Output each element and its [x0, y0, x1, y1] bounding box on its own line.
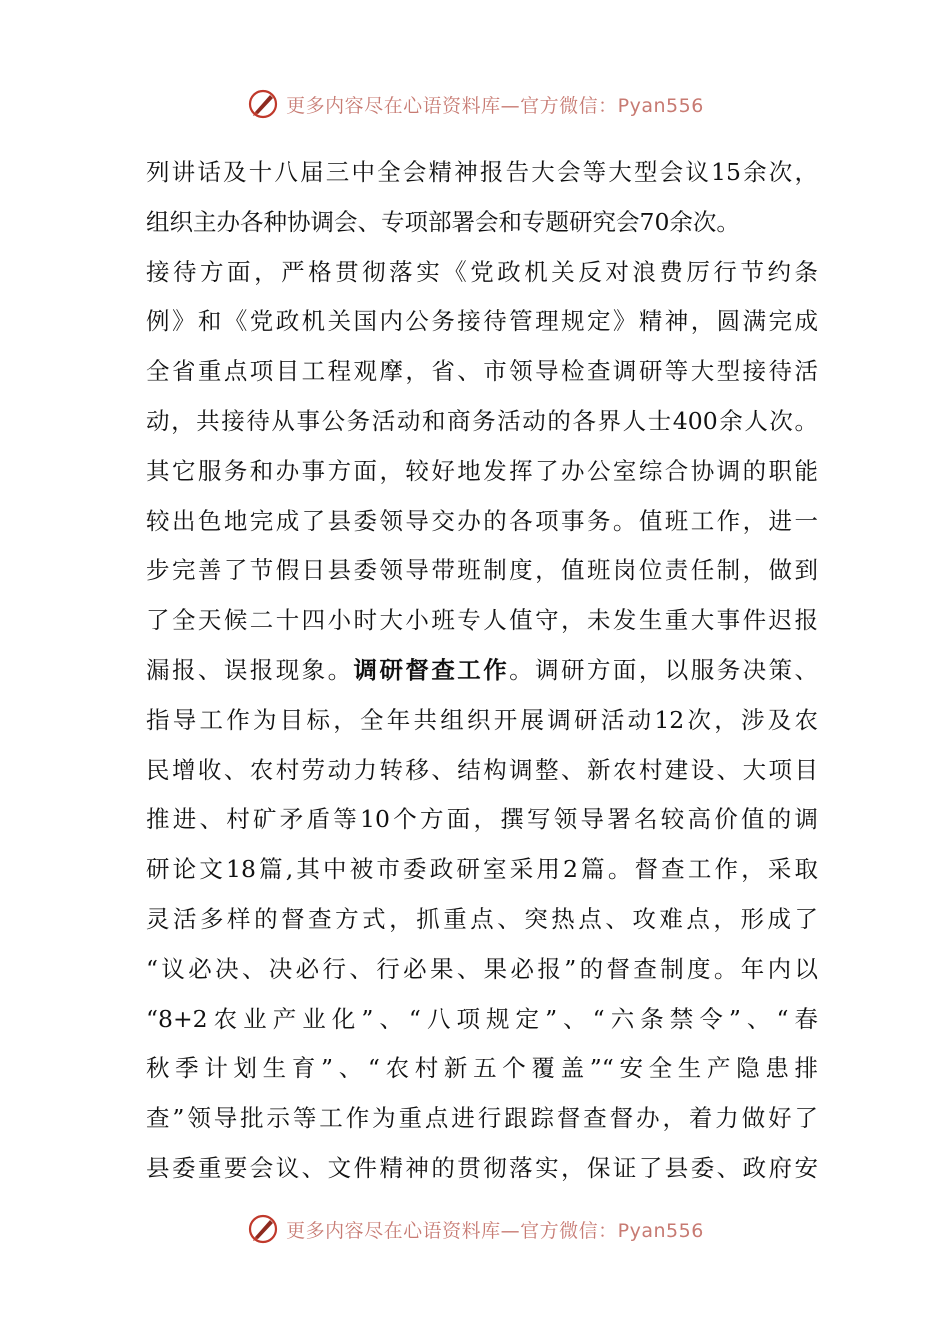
- text-line: 其它服务和办事方面，较好地发挥了办公室综合协调的职能: [146, 456, 818, 485]
- text-line: 了全天候二十四小时大小班专人值守，未发生重大事件迟报: [146, 606, 818, 635]
- text-line: 推进、村矿矛盾等10个方面，撰写领导署名较高价值的调: [146, 805, 818, 834]
- text-line: 县委重要会议、文件精神的贯彻落实，保证了县委、政府安: [146, 1153, 818, 1182]
- text-line: 动，共接待从事公务活动和商务活动的各界人士400余人次。: [146, 406, 818, 435]
- text-run: 。调研方面，以服务决策、: [509, 655, 818, 684]
- pen-circle-logo-icon: [246, 87, 280, 121]
- text-line: 秋季计划生育”、“农村新五个覆盖”“安全生产隐患排: [146, 1054, 818, 1083]
- text-line: 列讲话及十八届三中全会精神报告大会等大型会议15余次，: [146, 158, 818, 186]
- watermark-text: 更多内容尽在心语资料库—官方微信：Pyan556: [286, 94, 704, 117]
- text-line: 民增收、农村劳动力转移、结构调整、新农村建设、大项目: [146, 755, 818, 784]
- text-line: 接待方面，严格贯彻落实《党政机关反对浪费厉行节约条: [146, 257, 818, 286]
- header-watermark-banner: [0, 84, 950, 124]
- text-line: “议必决、决必行、行必果、果必报”的督查制度。年内以: [146, 954, 818, 983]
- text-run: 漏报、误报现象。: [146, 655, 354, 684]
- document-body: [146, 148, 818, 1194]
- text-line: 较出色地完成了县委领导交办的各项事务。值班工作，进一: [146, 506, 818, 535]
- text-line: 全省重点项目工程观摩，省、市领导检查调研等大型接待活: [146, 357, 818, 386]
- text-line-with-heading: [146, 646, 818, 696]
- text-line: 指导工作为目标，全年共组织开展调研活动12次，涉及农: [146, 705, 818, 734]
- section-heading-inline: 调研督查工作: [353, 655, 510, 684]
- text-line: 步完善了节假日县委领导带班制度，值班岗位责任制，做到: [146, 556, 818, 585]
- text-line: 灵活多样的督查方式，抓重点、突热点、攻难点，形成了: [146, 904, 818, 933]
- pen-circle-logo-icon: [246, 1212, 280, 1246]
- text-line: 组织主办各种协调会、专项部署会和专题研究会70余次。: [146, 207, 740, 236]
- text-line: 查”领导批示等工作为重点进行跟踪督查督办，着力做好了: [146, 1104, 818, 1133]
- footer-watermark-banner: [0, 1209, 950, 1249]
- text-line: 研论文18篇,其中被市委政研室采用2篇。督查工作，采取: [146, 855, 818, 884]
- text-line: 例》和《党政机关国内公务接待管理规定》精神，圆满完成: [146, 307, 818, 336]
- text-line: “8+2农业产业化”、“八项规定”、“六条禁令”、“春: [146, 1004, 818, 1033]
- watermark-text: 更多内容尽在心语资料库—官方微信：Pyan556: [286, 1219, 704, 1242]
